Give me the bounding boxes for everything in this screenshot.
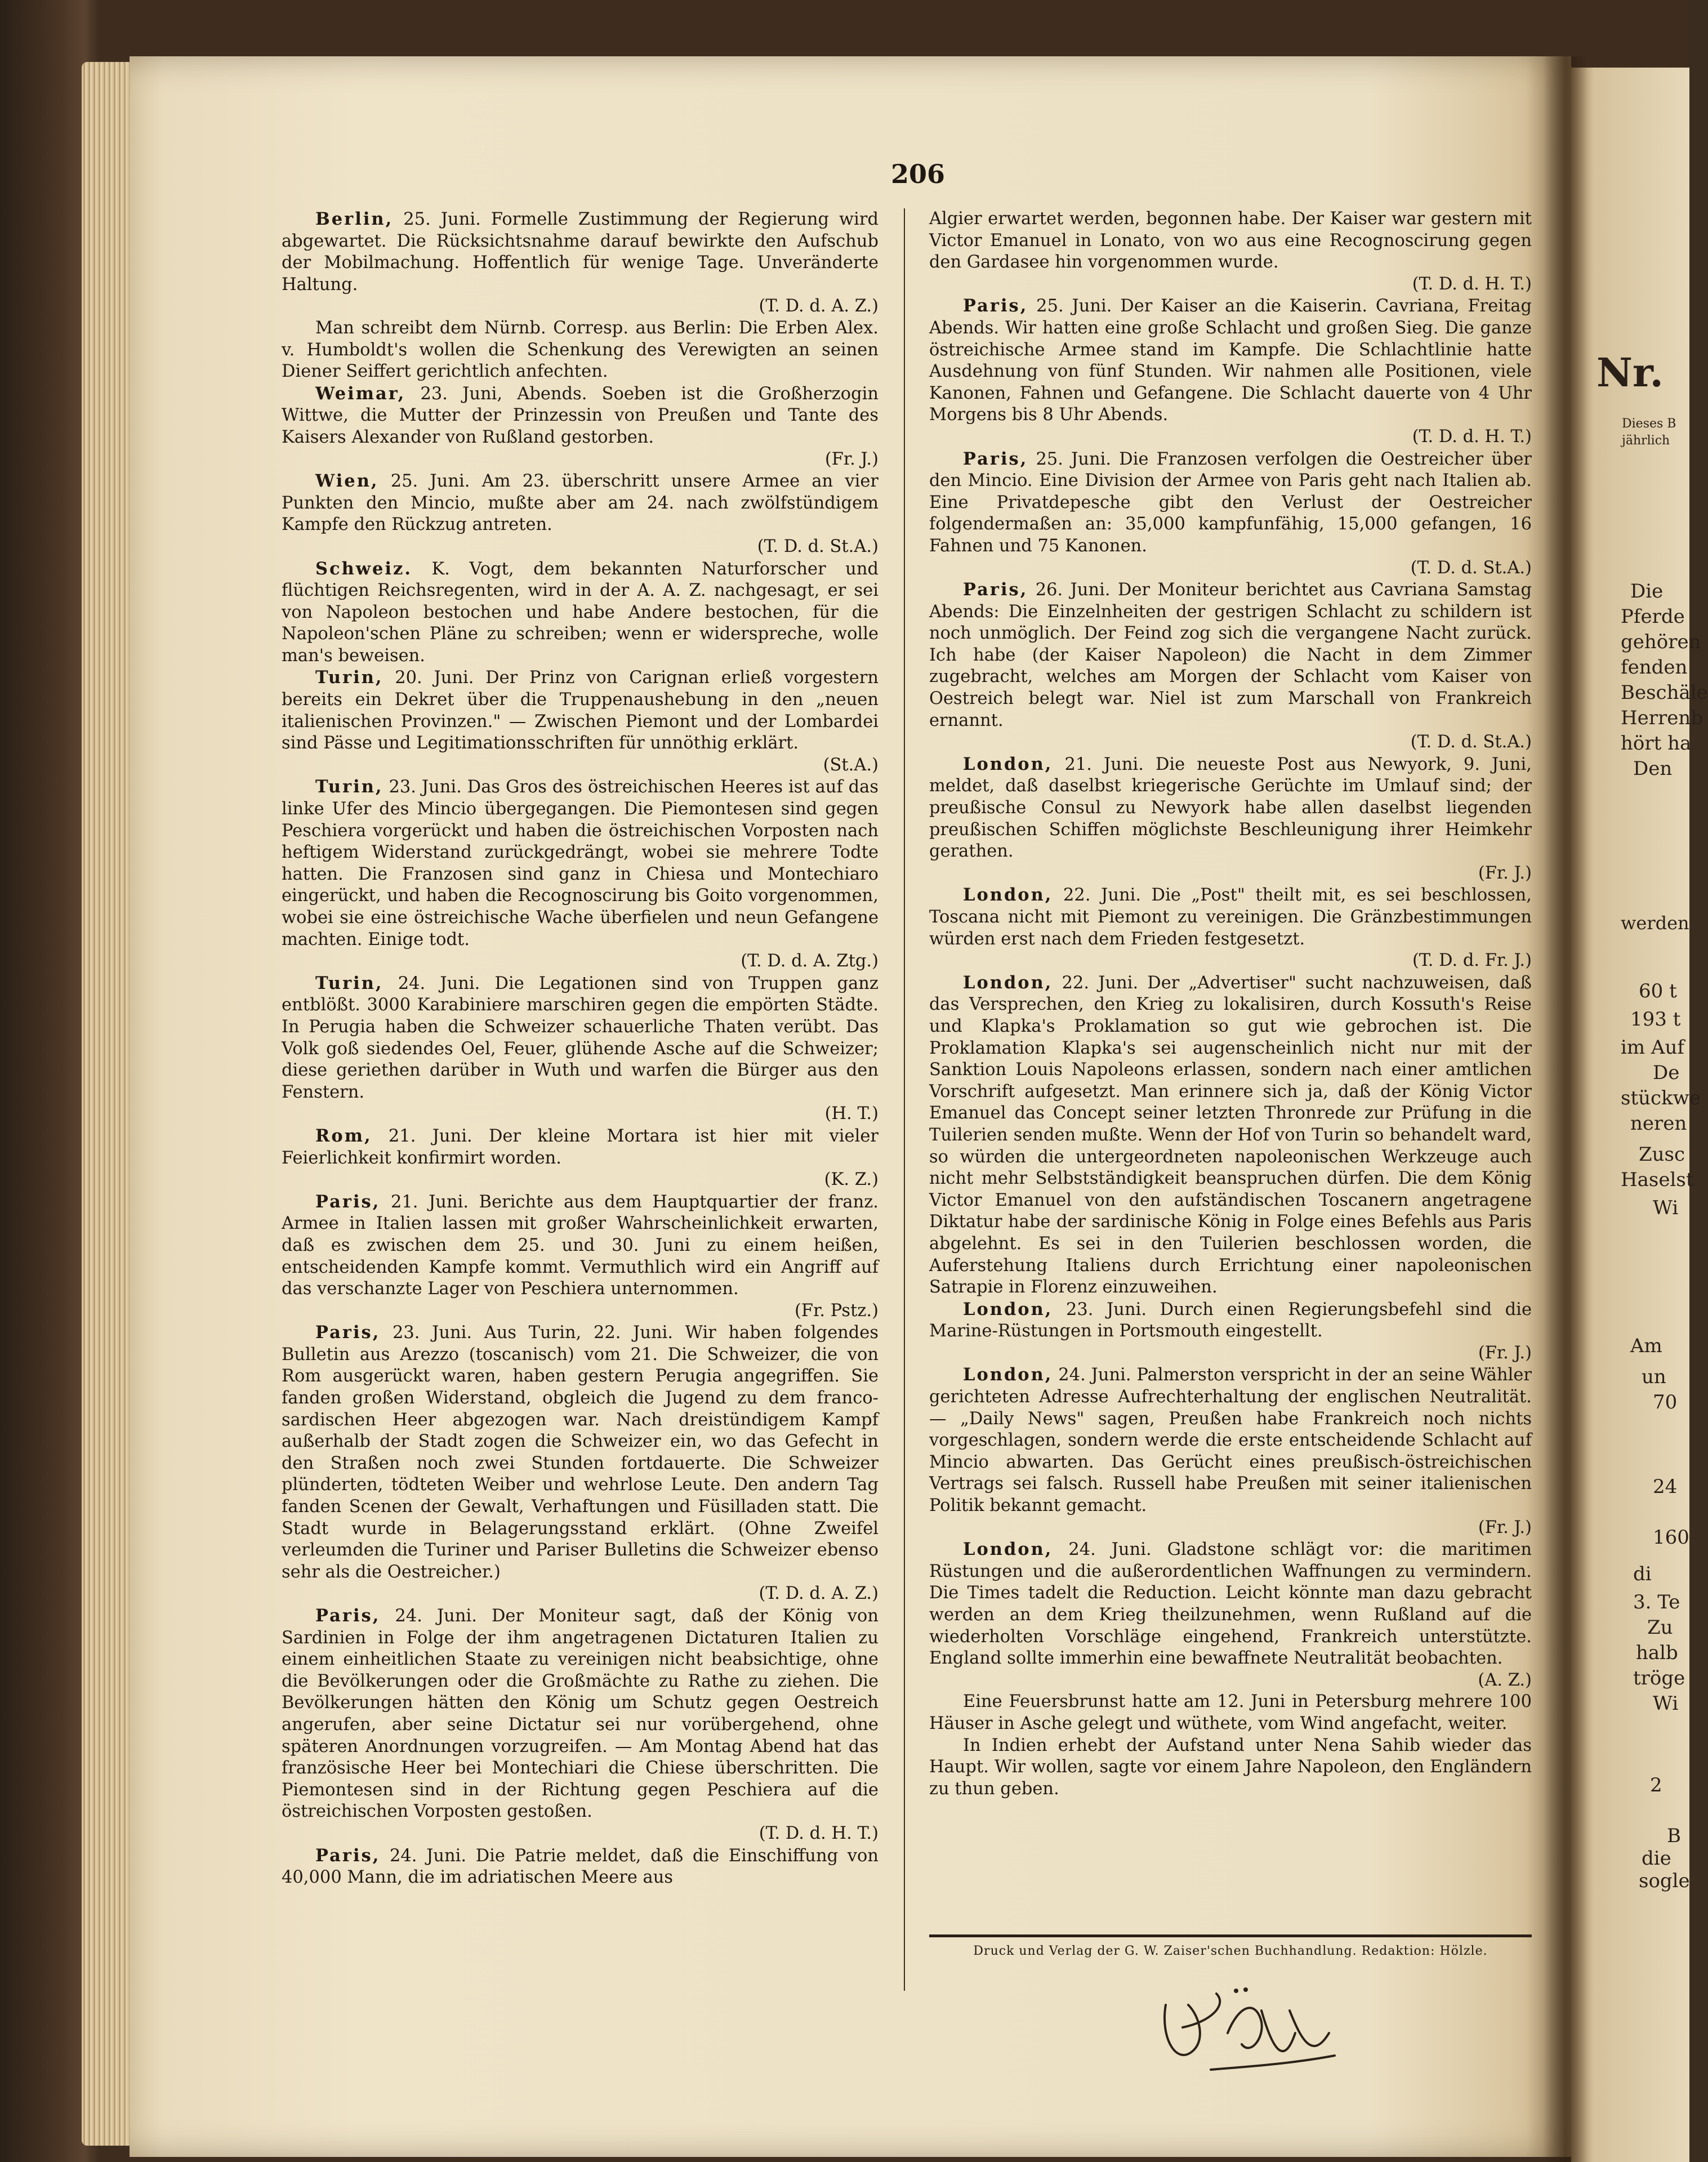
news-source: (T. D. d. H. T.) (1412, 426, 1532, 447)
news-item (282, 1845, 878, 1889)
news-dateline: Schweiz. (315, 558, 412, 579)
left-column (282, 208, 878, 1889)
handwritten-signature (1143, 1971, 1346, 2078)
right-page-fragment: sogle (1639, 1870, 1690, 1892)
news-source: (T. D. d. Fr. J.) (1412, 951, 1532, 971)
right-page-fragment: werden (1621, 912, 1689, 934)
right-column (929, 208, 1532, 1800)
news-dateline: Turin, (315, 777, 383, 797)
book-page-edges (82, 62, 130, 2146)
right-page-fragment: tröge (1633, 1667, 1685, 1690)
right-page-fragment: neren (1630, 1112, 1687, 1135)
news-item (282, 318, 878, 383)
news-item (929, 972, 1532, 1299)
news-dateline: Wien, (315, 471, 379, 492)
right-page-fragment: 60 t (1639, 980, 1677, 1002)
right-page-fragment: halb (1636, 1642, 1678, 1664)
news-item (282, 1605, 878, 1845)
news-source: (T. D. d. A. Z.) (759, 1584, 878, 1604)
news-item (282, 776, 878, 972)
right-page-fragment: Pferde (1621, 605, 1685, 628)
right-page-fragment: 2 (1650, 1774, 1662, 1797)
news-item (929, 208, 1532, 295)
right-page-fragment: Die (1630, 580, 1664, 603)
news-source: (T. D. d. H. T.) (1412, 274, 1532, 294)
news-dateline: Paris, (963, 448, 1028, 469)
news-dateline: London, (963, 1365, 1053, 1385)
news-source: (H. T.) (824, 1104, 878, 1124)
right-page-fragment: Nr. (1596, 349, 1664, 396)
news-dateline: Paris, (315, 1322, 381, 1343)
news-source: (Fr. J.) (1478, 1517, 1532, 1537)
news-dateline: London, (963, 754, 1053, 774)
news-text: In Indien erhebt der Aufstand unter Nena Sahib wieder das Haupt. Wir wollen, sagte vor einem Jahre Napoleon, den Engländern zu thun geben. (929, 1735, 1532, 1799)
news-text: 25. Juni. Am 23. überschritt unsere Armee an vier Punkten den Mincio, mußte aber am 24. nach zwölfstündigem Kampfe den Rückzug antreten. (282, 471, 878, 535)
news-source: (T. D. d. A. Ztg.) (741, 951, 878, 971)
news-dateline: London, (963, 885, 1053, 906)
right-page-fragment: 24 (1653, 1475, 1678, 1498)
news-item (929, 295, 1532, 448)
right-page-fragment: jährlich (1622, 434, 1670, 448)
imprint-rule (929, 1934, 1532, 1937)
news-dateline: Paris, (315, 1606, 381, 1626)
news-source: (T. D. d. St.A.) (1410, 558, 1532, 578)
news-source: (Fr. Pstz.) (795, 1300, 878, 1321)
news-source: (K. Z.) (824, 1170, 878, 1190)
right-page-fragment: stückwe (1621, 1087, 1701, 1109)
news-text: 22. Juni. Die „Post" theilt mit, es sei beschlossen, Toscana nicht mit Piemont zu vereinigen. Die Gränzbestimmungen würden erst nach dem Frieden festgesetzt. (929, 885, 1532, 949)
news-dateline: Berlin, (315, 209, 394, 229)
news-text: Eine Feuersbrunst hatte am 12. Juni in Petersburg mehrere 100 Häuser in Asche gelegt und wüthete, vom Wind angefacht, weiter. (929, 1692, 1532, 1733)
news-text: 21. Juni. Der kleine Mortara ist hier mit vieler Feierlichkeit konfirmirt worden. (282, 1126, 878, 1168)
right-page-fragment: 3. Te (1633, 1591, 1680, 1613)
news-item (929, 1299, 1532, 1365)
news-source: (T. D. d. St.A.) (757, 536, 878, 556)
right-page-fragment: gehören (1621, 631, 1701, 653)
news-source: (T. D. d. St.A.) (1410, 732, 1532, 752)
news-dateline: Paris, (963, 579, 1028, 600)
news-source: (T. D. d. H. T.) (759, 1823, 878, 1843)
right-page-fragment: Wi (1653, 1692, 1679, 1715)
news-text: 23. Juni. Aus Turin, 22. Juni. Wir haben folgendes Bulletin aus Arezzo (toscanisch) vom 21. Die Schweizer, die von Rom ausgerückt waren, haben gestern Perugia angegriffen. Sie fanden großen Widerstand, obgleich die Jugend zu dem franco-sardischen Heer abgezogen war. Nach dreistündigem Kampf außerhalb der Stadt zogen die Schweizer ein, wo das Gefecht in den Straßen noch zwei Stunden fortdauerte. Die Schweizer plünderten, tödteten Weiber und wehrlose Leute. Den andern Tag fanden Scenen der Gewalt, Verhaftungen und Füsilladen statt. Die Stadt wurde in Belagerungsstand erklärt. (Ohne Zweifel verleumden die Turiner und Pariser Bulletins die Schweizer ebenso sehr als die Oestreicher.) (282, 1323, 878, 1582)
news-item (282, 973, 878, 1125)
news-dateline: Paris, (315, 1191, 381, 1212)
news-dateline: Weimar, (315, 383, 406, 404)
news-dateline: Turin, (315, 667, 383, 688)
news-dateline: Rom, (315, 1125, 372, 1146)
news-text: 22. Juni. Der „Advertiser" sucht nachzuweisen, daß das Versprechen, den Krieg zu lokalisiren, durch Kossuth's Reise und Klapka's Proklamation so gut wie gebrochen ist. Die Proklamation Klapka's sei augenscheinlich nicht nur mit der Sanktion Louis Napoleons erlassen, sondern nach einer amtlichen Vorschrift aufgesetzt. Man erinnere sich ja, daß der König Victor Emanuel das Concept seiner letzten Thronrede zur Prüfung in die Tuilerien senden mußte. Wenn der Hof von Turin so behandelt ward, so würden die untergeordneten napoleonischen Werkzeuge auch nicht mehr Selbstständigkeit beanspruchen dürfen. Die dem König Victor Emanuel von den aufständischen Toscanern angetragene Diktatur habe der sardinische König in Folge eines Befehls aus Paris abgelehnt. Es sei in den Tuilerien beschlossen worden, die Auferstehung Italiens durch Errichtung einer napoleonischen Satrapie in Florenz einzuweihen. (929, 973, 1532, 1298)
news-text: 24. Juni. Palmerston verspricht in der an seine Wähler gerichteten Adresse Aufrechterhaltung der englischen Neutralität. — „Daily News" sagen, Preußen habe Frankreich noch nichts vorgeschlagen, sondern werde die erste entscheidende Schlacht auf Mincio abwarten. Das Gerücht eines preußisch-östreichischen Vertrags sei falsch. Russell habe Preußen mit seiner italienischen Politik bekannt gemacht. (929, 1365, 1532, 1516)
news-text: 26. Juni. Der Moniteur berichtet aus Cavriana Samstag Abends: Die Einzelnheiten der gestrigen Schlacht zu schildern ist noch unmöglich. Der Feind zog sich die vergangene Nacht zurück. Ich habe (der Kaiser Napoleon) die Nacht in dem Zimmer zugebracht, welches am Morgen der Schlacht vom Kaiser von Oestreich belegt war. Niel ist zum Marschall von Frankreich ernannt. (929, 580, 1532, 730)
column-divider (904, 208, 905, 1991)
right-page-fragment: Am (1630, 1335, 1662, 1357)
news-item (929, 884, 1532, 971)
right-page-fragment: Beschäle (1621, 681, 1708, 704)
news-item (282, 1322, 878, 1605)
news-text: Man schreibt dem Nürnb. Corresp. aus Berlin: Die Erben Alex. v. Humboldt's wollen die Schenkung des Verewigten an seinen Diener Seiffert gerichtlich anfechten. (282, 318, 878, 382)
news-source: (Fr. J.) (1478, 863, 1532, 883)
news-item (282, 667, 878, 776)
right-page-fragment: Zusc (1639, 1143, 1685, 1166)
right-page-fragment: Dieses B (1622, 417, 1676, 431)
news-dateline: London, (963, 1299, 1053, 1320)
news-dateline: London, (963, 972, 1053, 993)
news-item (929, 754, 1532, 885)
news-text: 20. Juni. Der Prinz von Carignan erließ vorgestern bereits ein Dekret über die Truppenaushebung in den „neuen italienischen Provinzen." — Zwischen Piemont und der Lombardei sind Pässe und Legitimationsschriften für unnöthig erklärt. (282, 668, 878, 754)
news-text: 25. Juni. Die Franzosen verfolgen die Oestreicher über den Mincio. Eine Division der Armee von Paris geht nach Italien ab. Eine Privatdepesche gibt den Verlust der Oestreicher folgendermaßen an: 35,000 kampfunfähig, 15,000 gefangen, 16 Fahnen und 75 Kanonen. (929, 449, 1532, 556)
news-item (929, 448, 1532, 579)
news-item (929, 579, 1532, 754)
right-page-fragment: hört ha (1621, 732, 1692, 755)
right-page-fragment: 193 t (1630, 1008, 1681, 1031)
news-text: K. Vogt, dem bekannten Naturforscher und flüchtigen Reichsregenten, wird in der A. A. Z. nachgesagt, er sei von Napoleon bestochen und habe Andere bestochen, für die Napoleon'schen Pläne zu schreiben; wenn er widerspreche, wolle man's beweisen. (282, 559, 878, 666)
news-item (282, 558, 878, 667)
news-item (929, 1691, 1532, 1735)
news-source: (St.A.) (823, 755, 878, 775)
news-item (929, 1539, 1532, 1691)
news-item (282, 383, 878, 470)
news-text: 24. Juni. Gladstone schlägt vor: die maritimen Rüstungen und die außerordentlichen Waffnungen zu vermindern. Die Times tadelt die Reduction. Leicht könnte man dazu gebracht werden an dem Krieg theilzunehmen, wenn Rußland auf die wiederholten Vorschläge eingehend, Frankreich unterstützte. England sollte immerhin eine bewaffnete Neutralität beobachten. (929, 1540, 1532, 1669)
news-source: (Fr. J.) (1478, 1343, 1532, 1363)
right-page-fragment: 160 (1653, 1526, 1689, 1549)
right-page-fragment: De (1653, 1062, 1680, 1084)
news-dateline: Paris, (963, 296, 1028, 317)
news-text: 24. Juni. Die Legationen sind von Truppen ganz entblößt. 3000 Karabiniere marschiren gegen die empörten Städte. In Perugia haben die Schweizer schauerliche Thaten verübt. Das Volk goß siedendes Oel, Feuer, glühende Asche auf die Schweizer; diese geriethen darüber in Wuth und warfen die Bürger aus den Fenstern. (282, 973, 878, 1102)
right-page-fragment: fenden (1621, 656, 1688, 679)
right-page-fragment: im Auf (1621, 1036, 1684, 1059)
news-source: (Fr. J.) (824, 449, 878, 469)
right-page-fragment: Den (1633, 757, 1673, 780)
book-gutter (1543, 56, 1588, 2162)
news-source: (T. D. d. A. Z.) (759, 296, 878, 317)
news-text: 23. Juni, Abends. Soeben ist die Großherzogin Wittwe, die Mutter der Prinzessin von Preußen und Tante des Kaisers Alexander von Rußland gestorben. (282, 384, 878, 447)
news-item (282, 470, 878, 558)
news-item (282, 208, 878, 318)
right-page-fragment: Zu (1647, 1616, 1673, 1639)
imprint-line: Druck und Verlag der G. W. Zaiser'schen Buchhandlung. Redaktion: Hölzle. (973, 1944, 1488, 1958)
news-source: (A. Z.) (1478, 1670, 1532, 1690)
right-page-fragment: Herrenb (1621, 707, 1703, 729)
right-page-fragment: Haselst (1621, 1169, 1694, 1191)
news-item (929, 1364, 1532, 1539)
news-item (282, 1125, 878, 1191)
news-text: 25. Juni. Formelle Zustimmung der Regierung wird abgewartet. Die Rücksichtsnahme darauf bewirkte den Aufschub der Mobilmachung. Hoffentlich für wenige Tage. Unveränderte Haltung. (282, 209, 878, 295)
right-page-fragment: Wi (1653, 1197, 1679, 1219)
news-text: Algier erwartet werden, begonnen habe. Der Kaiser war gestern mit Victor Emanuel in Lonato, von wo aus eine Recognoscirung gegen den Gardasee hin vorgenommen wurde. (929, 209, 1532, 273)
news-dateline: Turin, (315, 973, 383, 993)
news-dateline: London, (963, 1539, 1053, 1560)
news-dateline: Paris, (315, 1845, 381, 1866)
news-item (929, 1735, 1532, 1800)
news-item (282, 1191, 878, 1322)
news-text: 23. Juni. Das Gros des östreichischen Heeres ist auf das linke Ufer des Mincio übergegangen. Die Piemontesen sind gegen Peschiera vorgerückt und haben die östreichischen Vorposten nach heftigem Widerstand zurückgedrängt, wobei sie mehrere Todte hatten. Die Franzosen sind ganz in Chiesa und Montechiaro eingerückt, und haben die Recognoscirung bis Goito vorgenommen, wobei sie eine östreichische Wache überfielen und neun Gefangene machten. Einige todt. (282, 777, 878, 950)
news-text: 24. Juni. Die Patrie meldet, daß die Einschiffung von 40,000 Mann, die im adriatischen Meere aus (282, 1845, 878, 1888)
right-page-fragment: di (1633, 1563, 1652, 1585)
right-page-fragment: B (1667, 1825, 1681, 1847)
news-text: 24. Juni. Der Moniteur sagt, daß der König von Sardinien in Folge der ihm angetragenen Dictaturen Italien zu einem einheitlichen Staate zu vereinigen nicht beabsichtige, ohne die Bevölkerungen oder die Großmächte zu Rathe zu ziehen. Die Bevölkerungen hätten den König um Schutz gegen Oestreich angerufen, aber seine Dictatur sei nur vorübergehend, ohne späteren Anordnungen vorzugreifen. — Am Montag Abend hat das französische Heer bei Montechiari die Chiese überschritten. Die Piemontesen sind in der Richtung gegen Peschiera auf die östreichischen Vorposten gestoßen. (282, 1606, 878, 1822)
news-text: 21. Juni. Die neueste Post aus Newyork, 9. Juni, meldet, daß daselbst kriegerische Gerüchte im Umlauf sind; der preußische Consul zu Newyork habe allen daselbst liegenden preußischen Schiffen möglichste Beschleunigung ihrer Heimkehr gerathen. (929, 754, 1532, 862)
page-number: 206 (890, 159, 946, 189)
news-text: 23. Juni. Durch einen Regierungsbefehl sind die Marine-Rüstungen in Portsmouth eingestellt. (929, 1299, 1532, 1341)
news-text: 21. Juni. Berichte aus dem Hauptquartier der franz. Armee in Italien lassen mit großer Wahrscheinlichkeit erwarten, daß es zwischen dem 25. und 30. Juni zu einem heißen, entscheidenden Kampfe kommt. Vermuthlich wird ein Angriff auf das verschanzte Lager von Peschiera unternommen. (282, 1192, 878, 1299)
right-page-fragment: 70 (1653, 1391, 1678, 1414)
news-text: 25. Juni. Der Kaiser an die Kaiserin. Cavriana, Freitag Abends. Wir hatten eine große Schlacht und großen Sieg. Die ganze östreichische Armee stand im Kampfe. Die Schlachtlinie hatte Ausdehnung von fünf Stunden. Wir nahmen alle Positionen, viele Kanonen, Fahnen und Gefangene. Die Schlacht dauerte von 4 Uhr Morgens bis 8 Uhr Abends. (929, 296, 1532, 425)
right-page-fragment: die (1642, 1847, 1671, 1870)
right-page-fragment: un (1642, 1366, 1666, 1388)
